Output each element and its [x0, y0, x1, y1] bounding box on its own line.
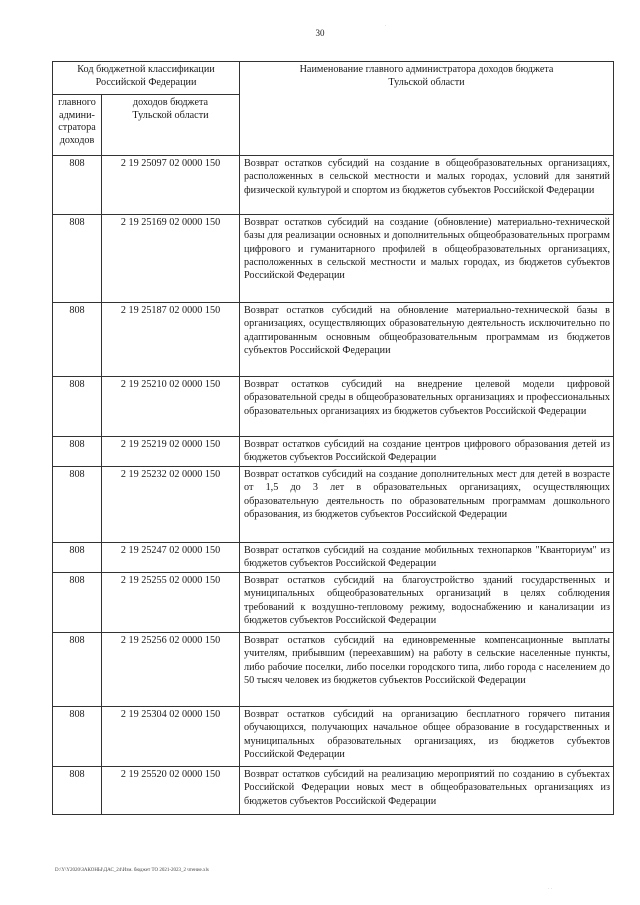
table-row — [53, 573, 614, 633]
admin-code-cell: 808 — [53, 303, 102, 377]
table-row — [53, 303, 614, 377]
revenue-code-cell: 2 19 25169 02 0000 150 — [102, 215, 240, 303]
revenue-code-cell: 2 19 25097 02 0000 150 — [102, 156, 240, 215]
table-row — [53, 215, 614, 303]
budget-codes-table — [52, 61, 614, 815]
admin-code-cell: 808 — [53, 707, 102, 767]
scan-mark: . . — [548, 885, 553, 891]
revenue-name-cell: Возврат остатков субсидий на создание мобильных технопарков "Кванториум" из бюджетов субъектов Российской Федерации — [240, 543, 614, 573]
admin-code-cell: 808 — [53, 437, 102, 467]
revenue-name-cell: Возврат остатков субсидий на создание в общеобразовательных организациях, расположенных в сельской местности и малых городах, условий для занятий физической культурой и спортом из бюджетов субъектов Российской Федерации — [240, 156, 614, 215]
admin-code-cell: 808 — [53, 573, 102, 633]
admin-code-cell: 808 — [53, 467, 102, 543]
table-row — [53, 467, 614, 543]
file-path-footer: D:\Y\Y2020\ЗАКОНЫ\ДАС_24\Изм. бюджет ТО 2021-2023_2 чтение.xls — [55, 868, 209, 873]
table-row — [53, 543, 614, 573]
header-admin-col: главного админи-стратора доходов — [53, 95, 102, 156]
revenue-name-cell: Возврат остатков субсидий на единовременные компенсационные выплаты учителям, прибывшим (переехавшим) на работу в сельские населенные пункты, либо рабочие поселки, либо поселки городского типа, либо города с населением до 50 тысяч человек из бюджетов субъектов Российской Федерации — [240, 633, 614, 707]
revenue-code-cell: 2 19 25520 02 0000 150 — [102, 767, 240, 815]
admin-code-cell: 808 — [53, 215, 102, 303]
admin-code-cell: 808 — [53, 767, 102, 815]
table-row — [53, 437, 614, 467]
header-code-group: Код бюджетной классификации Российской Федерации — [53, 62, 240, 95]
table-row — [53, 156, 614, 215]
admin-code-cell: 808 — [53, 543, 102, 573]
revenue-name-cell: Возврат остатков субсидий на благоустройство зданий государственных и муниципальных общеобразовательных организаций в целях соблюдения требований к воздушно-тепловому режиму, водоснабжению и канализации из бюджетов субъектов Российской Федерации — [240, 573, 614, 633]
table-row — [53, 633, 614, 707]
table-row — [53, 707, 614, 767]
admin-code-cell: 808 — [53, 633, 102, 707]
admin-code-cell: 808 — [53, 156, 102, 215]
revenue-name-cell: Возврат остатков субсидий на обновление материально-технической базы в организациях, осуществляющих образовательную деятельность исключительно по адаптированным основным общеобразовательным программам из бюджетов субъектов Российской Федерации — [240, 303, 614, 377]
revenue-name-cell: Возврат остатков субсидий на организацию бесплатного горячего питания обучающихся, получающих начальное общее образование в государственных и муниципальных образовательных организациях, из бюджетов субъектов Российской Федерации — [240, 707, 614, 767]
header-name-col: Наименование главного администратора доходов бюджета Тульской области — [240, 62, 614, 156]
table-row — [53, 767, 614, 815]
revenue-code-cell: 2 19 25304 02 0000 150 — [102, 707, 240, 767]
revenue-code-cell: 2 19 25219 02 0000 150 — [102, 437, 240, 467]
revenue-code-cell: 2 19 25255 02 0000 150 — [102, 573, 240, 633]
revenue-name-cell: Возврат остатков субсидий на создание дополнительных мест для детей в возрасте от 1,5 до 3 лет в образовательных организациях, осуществляющих образовательную деятельность по образовательным программам дошкольного образования, из бюджетов субъектов Российской Федерации — [240, 467, 614, 543]
scan-dot: . — [385, 22, 387, 28]
revenue-code-cell: 2 19 25187 02 0000 150 — [102, 303, 240, 377]
revenue-code-cell: 2 19 25247 02 0000 150 — [102, 543, 240, 573]
revenue-name-cell: Возврат остатков субсидий на создание центров цифрового образования детей из бюджетов субъектов Российской Федерации — [240, 437, 614, 467]
revenue-name-cell: Возврат остатков субсидий на реализацию мероприятий по созданию в субъектах Российской Федерации новых мест в общеобразовательных организациях из бюджетов субъектов Российской Федерации — [240, 767, 614, 815]
revenue-name-cell: Возврат остатков субсидий на внедрение целевой модели цифровой образовательной среды в общеобразовательных организациях и профессиональных образовательных организациях из бюджетов субъектов Российской Федерации — [240, 377, 614, 437]
revenue-name-cell: Возврат остатков субсидий на создание (обновление) материально-технической базы для реализации основных и дополнительных общеобразовательных программ цифрового и гуманитарного профилей в общеобразовательных организациях, расположенных в сельской местности и малых городах, из бюджетов субъектов Российской Федерации — [240, 215, 614, 303]
revenue-code-cell: 2 19 25210 02 0000 150 — [102, 377, 240, 437]
revenue-code-cell: 2 19 25232 02 0000 150 — [102, 467, 240, 543]
revenue-code-cell: 2 19 25256 02 0000 150 — [102, 633, 240, 707]
table-row — [53, 377, 614, 437]
admin-code-cell: 808 — [53, 377, 102, 437]
page-number: 30 — [315, 28, 325, 38]
header-revenue-col: доходов бюджета Тульской области — [102, 95, 240, 156]
